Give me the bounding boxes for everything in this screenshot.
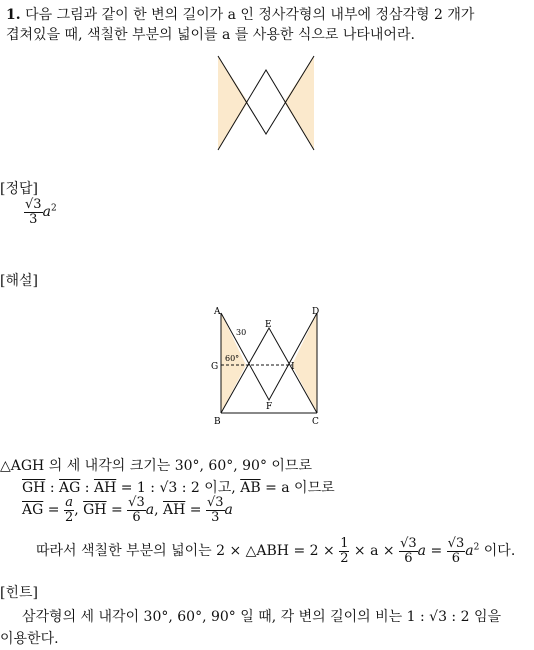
explanation-tag: [해설] [0,273,38,289]
left-shaded-triangle [218,56,248,150]
angle-60-label: 60° [225,354,240,363]
problem-number: 1. [6,7,21,23]
explanation-line-1: △AGH 의 세 내각의 크기는 30°, 60°, 90° 이므로 [0,458,312,474]
problem-line-1: 1. 다음 그림과 같이 한 변의 길이가 a 인 정사각형의 내부에 정삼각형 2 개가 [6,7,475,23]
right-shaded-triangle [284,56,314,150]
label-D: D [312,307,320,317]
hint-line-2: 이용한다. [0,631,59,647]
explanation-line-2: $\overline{GH}$ : $\overline{AG}$ : $\overline{AH} = 1$ : √3 : 2 이고, $\overline{AB} = a$ 이므로 [22,480,335,496]
label-C: C [312,417,319,427]
explanation-figure [208,304,326,428]
answer-tag: [정답] [0,181,38,197]
hint-line-1: 삼각형의 세 내각이 30°, 60°, 90° 일 때, 각 변의 길이의 비는 1 : √3 : 2 임을 [22,609,502,625]
answer-fraction: $\frac{√3}{3}$ [25,197,42,227]
angle-30-label: 30 [236,328,247,337]
problem-line-2: 겹쳐있을 때, 색칠한 부분의 넓이를 a 를 사용한 식으로 나타내어라. [6,27,415,43]
label-I: I [291,362,295,372]
hint-tag: [힌트] [0,585,38,601]
explanation-line-3: $\overline{AG}$ = $\frac{a}{2}$ , $\overline{GH}$ = $\frac{√3}{6}$ a, $\overline{AH}$ = $\frac{√3}{3}$ a [22,495,233,525]
label-A: A [214,307,221,317]
label-E: E [265,320,272,330]
answer-expression: $\frac{√3}{3}$ $a^2$ [25,197,57,227]
problem-figure [214,54,318,154]
label-G: G [211,362,219,372]
explanation-line-4: 따라서 색칠한 부분의 넓이는 2 × △ABH = 2 × $\frac{1}{2}$ × a × $\frac{√3}{6}$ a = $\frac{√3}{6}$ $a^2$ 이다. [36,536,516,566]
label-F: F [266,402,273,412]
label-B: B [214,417,221,427]
